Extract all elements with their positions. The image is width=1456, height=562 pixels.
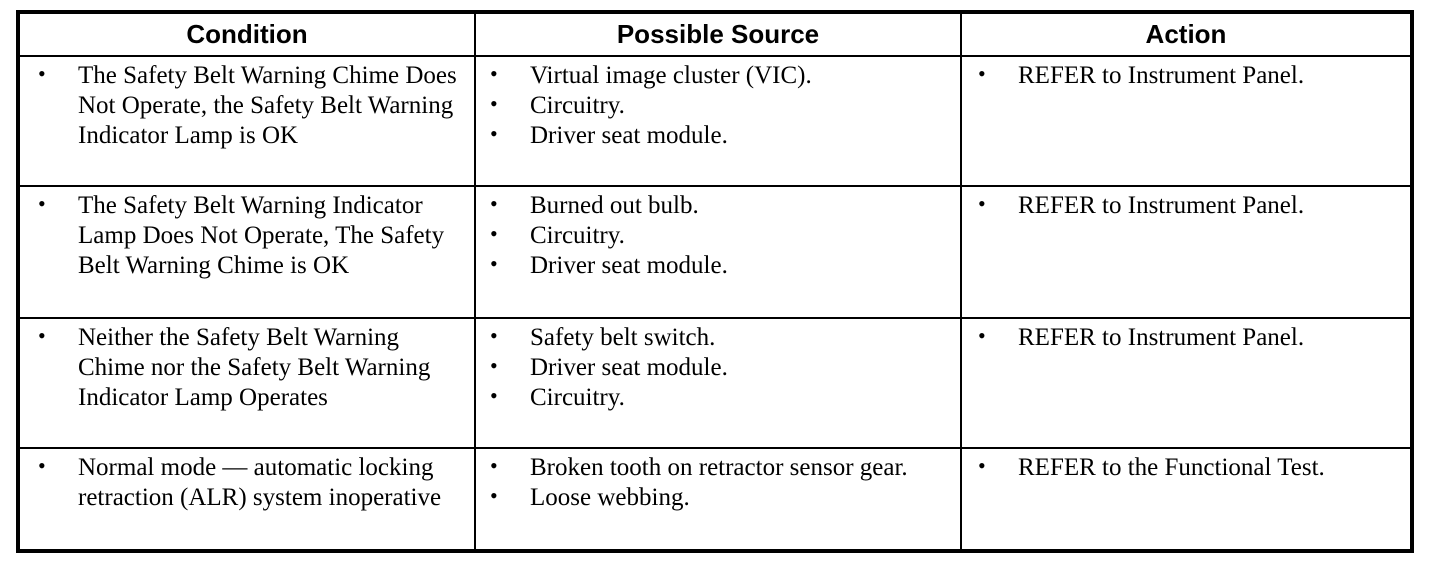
condition-cell — [19, 56, 475, 186]
header-action: Action — [961, 13, 1411, 56]
bullet-icon: • — [978, 453, 986, 478]
source-item — [488, 353, 952, 383]
source-item — [488, 91, 952, 121]
source-text: Driver seat module. — [530, 354, 728, 381]
bullet-icon: • — [38, 453, 46, 478]
condition-item — [32, 191, 466, 281]
table-row — [19, 318, 1411, 448]
source-text: Driver seat module. — [530, 252, 728, 279]
bullet-icon: • — [490, 221, 498, 246]
source-item — [488, 483, 952, 513]
bullet-icon: • — [38, 61, 46, 86]
source-item — [488, 251, 952, 281]
source-text: Virtual image cluster (VIC). — [530, 62, 812, 89]
condition-item — [32, 323, 466, 413]
condition-cell — [19, 448, 475, 550]
bullet-icon: • — [490, 191, 498, 216]
bullet-icon: • — [978, 61, 986, 86]
action-cell — [961, 318, 1411, 448]
action-item — [974, 61, 1402, 91]
source-item — [488, 61, 952, 91]
bullet-icon: • — [490, 121, 498, 146]
source-item — [488, 453, 952, 483]
action-cell — [961, 56, 1411, 186]
bullet-icon: • — [490, 323, 498, 348]
action-text: REFER to Instrument Panel. — [1018, 324, 1305, 351]
source-item — [488, 221, 952, 251]
action-text: REFER to Instrument Panel. — [1018, 62, 1305, 89]
source-text: Circuitry. — [530, 222, 625, 249]
bullet-icon: • — [490, 91, 498, 116]
symptom-chart-table — [18, 12, 1412, 551]
bullet-icon: • — [978, 323, 986, 348]
condition-item — [32, 453, 466, 513]
diagnosis-table-frame — [16, 10, 1414, 553]
condition-cell — [19, 186, 475, 318]
source-text: Loose webbing. — [530, 484, 690, 511]
bullet-icon: • — [490, 353, 498, 378]
header-condition: Condition — [19, 13, 475, 56]
action-text: REFER to the Functional Test. — [1018, 454, 1325, 481]
condition-cell — [19, 318, 475, 448]
condition-text: The Safety Belt Warning Chime Does Not Operate, the Safety Belt Warning Indicator Lamp is OK — [78, 62, 457, 149]
source-text: Broken tooth on retractor sensor gear. — [530, 454, 908, 481]
source-cell — [475, 186, 961, 318]
condition-text: The Safety Belt Warning Indicator Lamp Does Not Operate, The Safety Belt Warning Chime is OK — [78, 192, 445, 279]
table-row — [19, 56, 1411, 186]
source-text: Circuitry. — [530, 384, 625, 411]
source-item — [488, 323, 952, 353]
source-item — [488, 383, 952, 413]
source-item — [488, 191, 952, 221]
bullet-icon: • — [38, 323, 46, 348]
action-item — [974, 323, 1402, 353]
bullet-icon: • — [490, 251, 498, 276]
bullet-icon: • — [490, 383, 498, 408]
condition-text: Neither the Safety Belt Warning Chime nor the Safety Belt Warning Indicator Lamp Operates — [78, 324, 431, 411]
bullet-icon: • — [490, 483, 498, 508]
bullet-icon: • — [978, 191, 986, 216]
source-cell — [475, 56, 961, 186]
bullet-icon: • — [490, 453, 498, 478]
source-text: Circuitry. — [530, 92, 625, 119]
header-row — [19, 13, 1411, 56]
action-cell — [961, 186, 1411, 318]
source-text: Burned out bulb. — [530, 192, 699, 219]
bullet-icon: • — [490, 61, 498, 86]
source-text: Safety belt switch. — [530, 324, 716, 351]
table-row — [19, 448, 1411, 550]
action-item — [974, 453, 1402, 483]
table-row — [19, 186, 1411, 318]
source-item — [488, 121, 952, 151]
source-text: Driver seat module. — [530, 122, 728, 149]
source-cell — [475, 318, 961, 448]
action-text: REFER to Instrument Panel. — [1018, 192, 1305, 219]
action-item — [974, 191, 1402, 221]
header-possible-source: Possible Source — [475, 13, 961, 56]
action-cell — [961, 448, 1411, 550]
bullet-icon: • — [38, 191, 46, 216]
source-cell — [475, 448, 961, 550]
condition-item — [32, 61, 466, 151]
condition-text: Normal mode — automatic locking retraction (ALR) system inoperative — [78, 454, 442, 511]
